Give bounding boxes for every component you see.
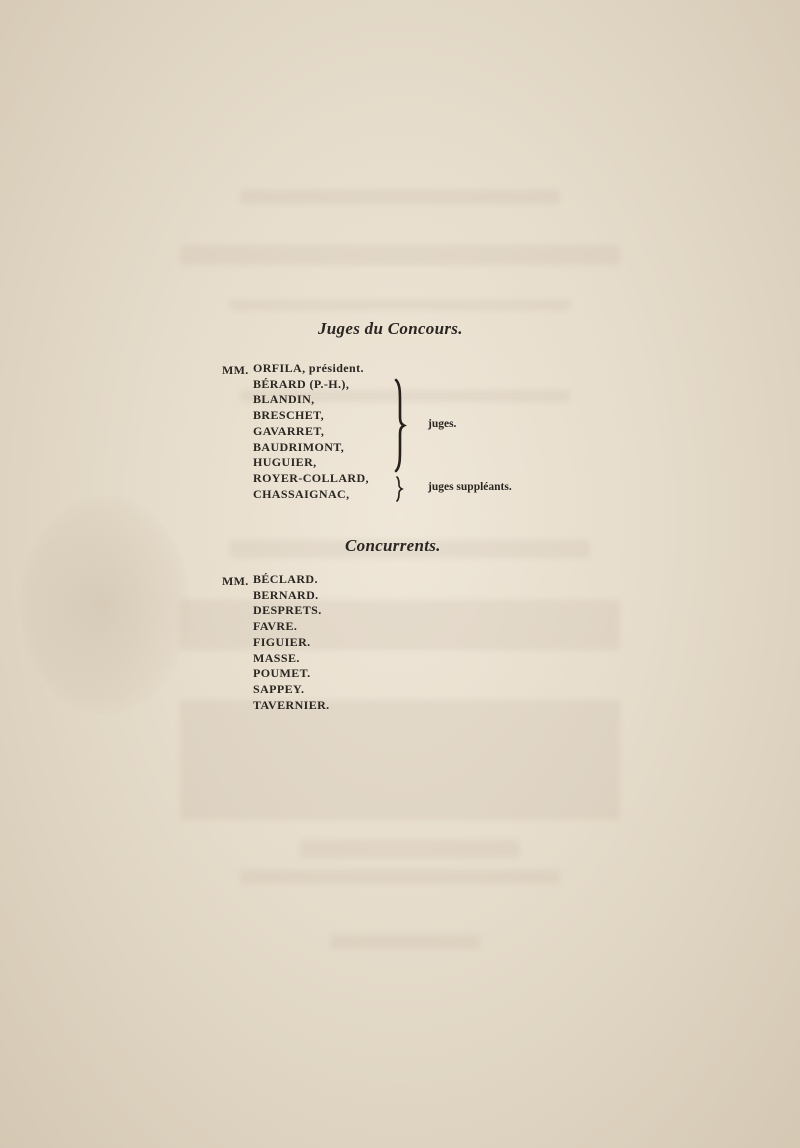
- judge-name: GAVARRET,: [253, 423, 325, 438]
- competitor-name: POUMET.: [253, 666, 311, 681]
- judge-alternate-name: CHASSAIGNAC,: [253, 486, 350, 501]
- show-through-line: [180, 600, 620, 650]
- competitor-name: DESPRETS.: [253, 603, 322, 618]
- judge-name-president: ORFILA, président.: [253, 361, 364, 375]
- competitors-prefix: MM.: [222, 574, 249, 588]
- show-through-line: [180, 245, 620, 265]
- competitor-name: BERNARD.: [253, 587, 319, 602]
- competitors-list: [253, 572, 330, 713]
- competitors-heading: Concurrents.: [345, 536, 441, 555]
- show-through-line: [330, 935, 480, 949]
- show-through-line: [240, 870, 560, 884]
- judges-heading: Juges du Concours.: [318, 319, 463, 338]
- paper-stain: [20, 495, 190, 715]
- competitor-name: MASSE.: [253, 650, 300, 665]
- show-through-line: [230, 300, 570, 310]
- judge-alternate-name: ROYER-COLLARD,: [253, 470, 369, 485]
- judges-role-label: juges.: [428, 418, 457, 430]
- judges-brace: [390, 378, 408, 473]
- judge-name: BLANDIN,: [253, 392, 315, 407]
- alternates-role-label: juges suppléants.: [428, 481, 512, 493]
- alternates-brace: [393, 476, 405, 502]
- competitor-name: BÉCLARD.: [253, 572, 318, 586]
- judges-list: [253, 361, 369, 502]
- judge-name: BRESCHET,: [253, 408, 325, 423]
- competitor-name: FIGUIER.: [253, 634, 311, 649]
- judge-name: BÉRARD (P.-H.),: [253, 376, 350, 391]
- competitor-name: SAPPEY.: [253, 681, 305, 696]
- judges-prefix: MM.: [222, 363, 249, 377]
- show-through-line: [180, 697, 620, 820]
- competitor-name: FAVRE.: [253, 619, 298, 634]
- competitor-name: TAVERNIER.: [253, 697, 330, 712]
- show-through-line: [300, 840, 520, 858]
- judge-name: BAUDRIMONT,: [253, 439, 345, 454]
- show-through-line: [240, 190, 560, 204]
- judge-name: HUGUIER,: [253, 455, 317, 470]
